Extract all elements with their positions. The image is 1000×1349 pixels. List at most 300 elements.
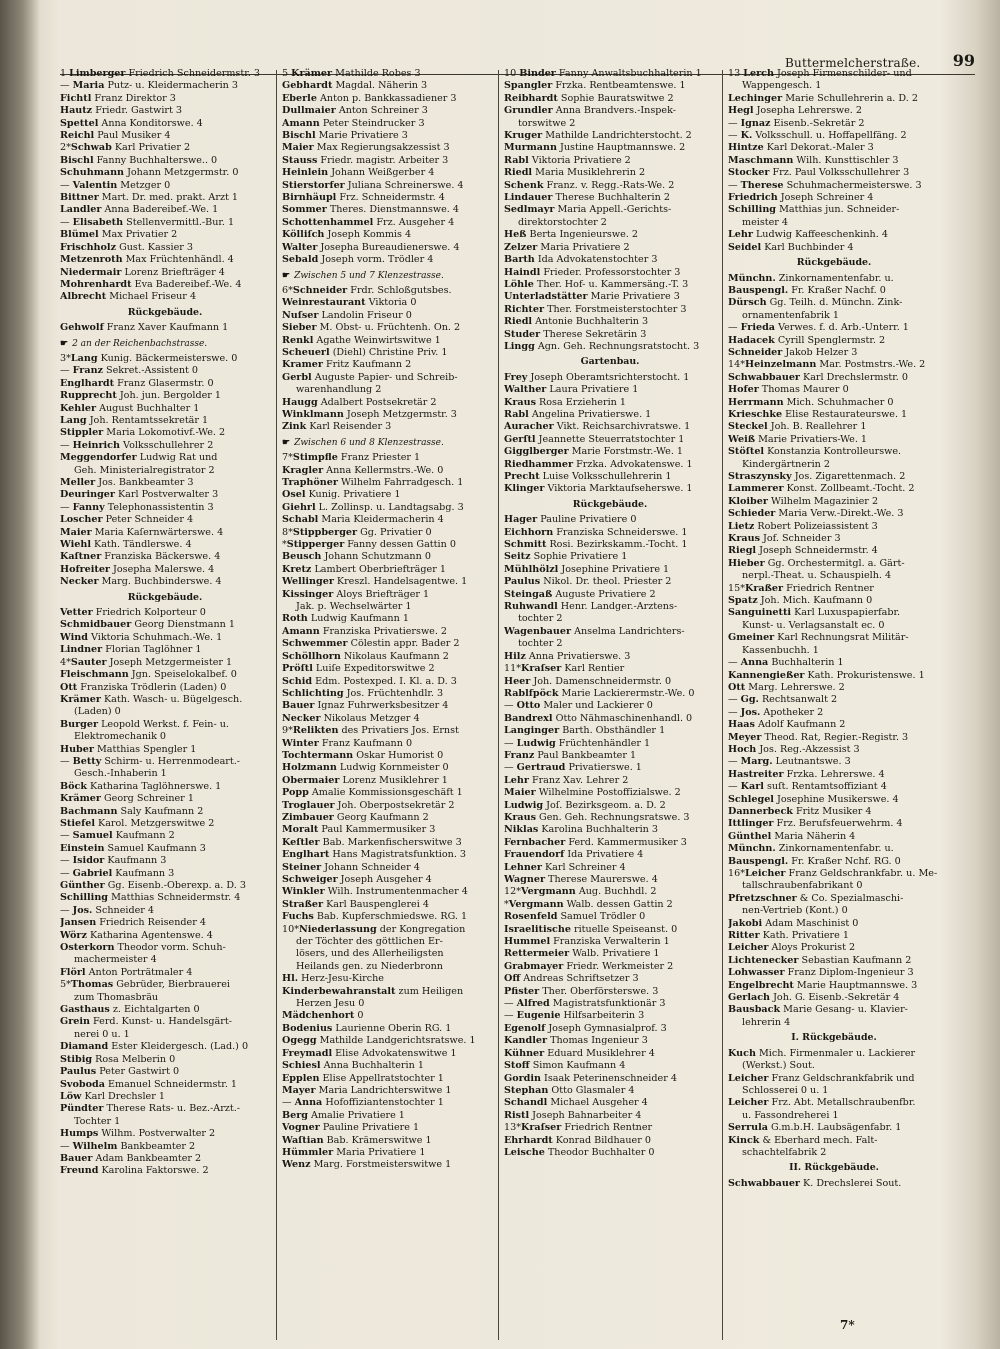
resident-entry: Hoch Jos. Reg.-Akzessist 3	[728, 743, 860, 755]
resident-entry: Schiesl Anna Buchhalterin 1	[282, 1060, 424, 1072]
resident-entry: Krämer Georg Schreiner 1	[60, 793, 194, 805]
resident-entry: Nuſser Landolin Friseur 0	[282, 309, 412, 321]
resident-entry: Maier Wilhelmine Postoffizialswe. 2	[504, 787, 681, 799]
resident-entry: Franz Paul Bankbeamter 1	[504, 749, 637, 761]
resident-entry: Tochtermann Oskar Humorist 0	[282, 749, 444, 761]
pointing-hand-icon: ☛	[282, 437, 291, 448]
resident-entry: Israelitische rituelle Speiseanst. 0	[504, 923, 678, 935]
resident-entry: — Gg. Rechtsanwalt 2	[728, 694, 838, 706]
resident-entry: Fichtl Franz Direktor 3	[60, 92, 176, 104]
resident-entry: 8*Stippberger Gg. Privatier 0	[282, 526, 432, 538]
resident-entry: Serrula G.m.b.H. Laubsägenfabr. 1	[728, 1122, 902, 1134]
book-spine	[0, 0, 40, 1349]
entry-continuation: Kindergärtnerin 2	[742, 458, 830, 470]
section-heading: I. Rückgebäude.	[791, 1032, 877, 1044]
resident-entry: Amann Peter Steindrucker 3	[282, 117, 425, 129]
pointing-hand-icon: ☛	[60, 338, 69, 349]
resident-entry: Lehr Franz Xav. Lehrer 2	[504, 774, 629, 786]
resident-entry: Freymadl Elise Advokatenswitwe 1	[282, 1047, 457, 1059]
resident-entry: Renkl Agathe Weinwirtswitwe 1	[282, 334, 441, 346]
resident-entry: — Jos. Schneider 4	[60, 904, 155, 916]
resident-entry: Pröſtl Luiſe Expeditorswitwe 2	[282, 663, 435, 675]
resident-entry: Bauer Ignaz Fuhrwerksbesitzer 4	[282, 700, 449, 712]
resident-entry: Vetter Friedrich Kolporteur 0	[60, 607, 206, 619]
resident-entry: Hadacek Cyrill Spenglermstr. 2	[728, 334, 886, 346]
column-2	[282, 68, 492, 1328]
resident-entry: Sommer Theres. Dienstmannswe. 4	[282, 204, 459, 216]
resident-entry: Frey Joseph Oberamtsrichterstocht. 1	[504, 371, 690, 383]
resident-entry: Hintze Karl Dekorat.-Maler 3	[728, 142, 874, 154]
section-heading: Rückgebäude.	[127, 306, 203, 318]
resident-entry: Riegl Joseph Schneidermstr. 4	[728, 545, 878, 557]
resident-entry: Eberle Anton p. Bankkassadiener 3	[282, 92, 457, 104]
resident-entry: Osel Kunig. Privatiere 1	[282, 489, 401, 501]
resident-entry: Dullmaier Anton Schreiner 3	[282, 105, 428, 117]
resident-entry: Walther Laura Privatiere 1	[504, 384, 639, 396]
resident-entry: — Marg. Leutnantswe. 3	[728, 756, 851, 768]
resident-entry: Friedrich Joseph Schreiner 4	[728, 192, 874, 204]
resident-entry: Stiefel Karol. Metzgerswitwe 2	[60, 817, 215, 829]
cross-reference-note: ☛ Zwischen 5 und 7 Klenzestrasse.	[282, 270, 444, 281]
resident-entry: Kuch Mich. Firmenmaler u. Lackierer	[728, 1047, 916, 1059]
resident-entry: Einstein Samuel Kaufmann 3	[60, 842, 206, 854]
resident-entry: Lichtenecker Sebastian Kaufmann 2	[728, 954, 912, 966]
resident-entry: 5 Krämer Mathilde Robes 3	[282, 68, 421, 79]
resident-entry: Seitz Sophie Privatiere 1	[504, 551, 628, 563]
resident-entry: Stoff Simon Kaufmann 4	[504, 1060, 626, 1072]
resident-entry: Leicher Franz Geldschrankfabrik und	[728, 1072, 915, 1084]
resident-entry: Straßer Karl Bauspenglerei 4	[282, 898, 429, 910]
resident-entry: Grein Ferd. Kunst- u. Handelsgärt-	[60, 1016, 232, 1028]
resident-entry: Ott Franziska Trödlerin (Laden) 0	[60, 681, 227, 693]
resident-entry: Langinger Barth. Obsthändler 1	[504, 725, 666, 737]
entry-continuation: u. Fassondreherei 1	[742, 1109, 839, 1121]
column-3	[504, 68, 716, 1328]
resident-entry: Haugg Adalbert Postsekretär 2	[282, 396, 437, 408]
resident-entry: — Isidor Kaufmann 3	[60, 855, 167, 867]
resident-entry: Deuringer Karl Postverwalter 3	[60, 489, 219, 501]
resident-entry: Gerſtl Jeannette Steuerratstochter 1	[504, 433, 685, 445]
column-divider	[276, 70, 277, 1340]
resident-entry: Paulus Nikol. Dr. theol. Priester 2	[504, 576, 672, 588]
entry-continuation: Wappengesch. 1	[742, 80, 822, 92]
resident-entry: Wiehl Kath. Tändlerswe. 4	[60, 539, 192, 551]
entry-continuation: der Töchter des göttlichen Er-	[296, 936, 443, 948]
resident-entry: 2*Schwab Karl Privatier 2	[60, 142, 191, 154]
resident-entry: Dannerbeck Fritz Musiker 4	[728, 805, 872, 817]
resident-entry: Sebald Joseph vorm. Trödler 4	[282, 254, 434, 266]
resident-entry: Meggendorfer Ludwig Rat und	[60, 452, 218, 464]
resident-entry: 7*Stimpfle Franz Priester 1	[282, 452, 421, 464]
resident-entry: — K. Volksschull. u. Hoffapellfäng. 2	[728, 130, 907, 142]
resident-entry: Leicher Aloys Prokurist 2	[728, 942, 856, 954]
street-title: Buttermelcherstraße.	[785, 56, 921, 70]
resident-entry: Heß Berta Ingenieurswe. 2	[504, 229, 638, 241]
resident-entry: Stöſtel Konstanzia Kontrolleurswe.	[728, 446, 902, 458]
resident-entry: Spangler Frzka. Rentbeamtenswe. 1	[504, 80, 686, 92]
resident-entry: Rosenfeld Samuel Trödler 0	[504, 911, 646, 923]
resident-entry: Günther Gg. Eisenb.-Oberexp. a. D. 3	[60, 880, 246, 891]
cross-reference-note: ☛ 2 an der Reichenbachstrasse.	[60, 338, 208, 349]
resident-entry: Haas Adolf Kaufmann 2	[728, 719, 846, 731]
resident-entry: Schwemmer Cölestin appr. Bader 2	[282, 638, 460, 650]
resident-entry: Meyer Theod. Rat, Regier.-Registr. 3	[728, 731, 909, 743]
resident-entry: Wagner Therese Maurerswe. 4	[504, 874, 658, 885]
resident-entry: — Otto Maler und Lackierer 0	[504, 700, 653, 712]
resident-entry: Steiner Johann Schneider 4	[282, 861, 420, 873]
resident-entry: — Alfred Magistratsfunktionär 3	[504, 998, 666, 1010]
resident-entry: 10*Niederlassung der Kongregation	[282, 923, 466, 935]
entry-continuation: Heilands gen. zu Niederbronn	[296, 960, 443, 972]
resident-entry: Unterladstätter Marie Privatiere 3	[504, 291, 680, 303]
resident-entry: Schuhmann Johann Metzgermstr. 0	[60, 167, 239, 179]
resident-entry: 1 Limberger Friedrich Schneidermstr. 3	[60, 68, 260, 79]
page-number: 99	[952, 51, 975, 70]
resident-entry: Rablfpöck Marie Lackierermstr.-We. 0	[504, 687, 695, 699]
resident-entry: Metzenroth Max Früchtenhändl. 4	[60, 254, 234, 266]
resident-entry: Stippler Maria Lokomotivf.-We. 2	[60, 427, 226, 439]
resident-entry: Obermaier Lorenz Musiklehrer 1	[282, 774, 448, 786]
resident-entry: Schilling Matthias Schneidermstr. 4	[60, 892, 241, 904]
resident-entry: Winklmann Joseph Metzgermstr. 3	[282, 408, 457, 420]
resident-entry: Straszynsky Jos. Zigarettenmach. 2	[728, 471, 906, 482]
entry-continuation: Kassenbuchh. 1	[742, 644, 819, 656]
resident-entry: Giehrl L. Zollinsp. u. Landtagsabg. 3	[282, 501, 464, 513]
resident-entry: Beusch Johann Schutzmann 0	[282, 551, 431, 563]
resident-entry: Ehrhardt Konrad Bildhauer 0	[504, 1134, 651, 1146]
resident-entry: Schid Edm. Postexped. I. Kl. a. D. 3	[282, 675, 457, 687]
entry-continuation: schachtelfabrik 2	[742, 1146, 827, 1158]
resident-entry: Schmitt Rosi. Bezirkskamm.-Tocht. 1	[504, 539, 688, 551]
resident-entry: Berg Amalie Privatiere 1	[282, 1109, 405, 1121]
resident-entry: — Therese Schuhmachermeisterswe. 3	[728, 179, 922, 191]
resident-entry: Blümel Max Privatier 2	[60, 229, 178, 241]
resident-entry: Amann Franziska Privatierswe. 2	[282, 625, 448, 637]
resident-entry: Lehner Karl Schreiner 4	[504, 861, 626, 873]
resident-entry: 16*Leicher Franz Geldschrankfabr. u. Me-	[728, 868, 938, 879]
entry-continuation: lösers, und des Allerheiligsten	[296, 948, 444, 960]
resident-entry: Heinlein Johann Weißgerber 4	[282, 167, 435, 179]
resident-entry: Frischholz Gust. Kassier 3	[60, 241, 194, 253]
resident-entry: Pfretzschner & Co. Spezialmaschi-	[728, 892, 904, 904]
entry-continuation: machermeister 4	[74, 954, 157, 966]
resident-entry: Lechinger Marie Schullehrerin a. D. 2	[728, 92, 918, 104]
resident-entry: Hummel Franziska Verwalterin 1	[504, 936, 670, 948]
resident-entry: Schwabbauer K. Drechslerei Sout.	[728, 1177, 902, 1189]
resident-entry: — Samuel Kaufmann 2	[60, 830, 175, 842]
resident-entry: Bauspengl. Fr. Kraßer Nachf. 0	[728, 284, 886, 296]
resident-entry: Zink Karl Reisender 3	[282, 421, 392, 433]
resident-entry: Bandrexl Otto Nähmaschinenhandl. 0	[504, 712, 693, 724]
resident-entry: 3*Lang Kunig. Bäckermeisterswe. 0	[60, 352, 238, 364]
resident-entry: Schöllhorn Nikolaus Kaufmann 2	[282, 650, 449, 662]
resident-entry: — Eugenie Hilfsarbeiterin 3	[504, 1010, 645, 1022]
resident-entry: Studer Therese Sekretärin 3	[504, 328, 647, 340]
resident-entry: Kissinger Aloys Briefträger 1	[282, 588, 430, 600]
resident-entry: Epplen Elise Appellratstochter 1	[282, 1072, 444, 1084]
resident-entry: Ogegg Mathilde Landgerichtsratswe. 1	[282, 1035, 476, 1047]
resident-entry: Bachmann Saly Kaufmann 2	[60, 805, 204, 817]
resident-entry: Paulus Peter Gastwirt 0	[60, 1066, 180, 1078]
resident-entry: Maier Max Regierungsakzessist 3	[282, 142, 450, 154]
resident-entry: Vogner Pauline Privatiere 1	[282, 1122, 420, 1134]
resident-entry: Heer Joh. Damenschneidermstr. 0	[504, 675, 672, 687]
resident-entry: Bauspengl. Fr. Kraßer Nchf. RG. 0	[728, 855, 901, 867]
entry-continuation: zum Thomasbräu	[74, 991, 159, 1003]
resident-entry: Bauer Adam Bankbeamter 2	[60, 1152, 202, 1164]
resident-entry: Wagenbauer Anselma Landrichters-	[504, 625, 685, 637]
resident-entry: Kölliſch Joseph Kommis 4	[282, 229, 412, 241]
resident-entry: Burger Leopold Werkst. f. Fein- u.	[60, 718, 229, 730]
resident-entry: Kaſtner Franziska Bäckerswe. 4	[60, 551, 221, 563]
resident-entry: Hofer Thomas Maurer 0	[728, 384, 849, 396]
resident-entry: Schieder Maria Verw.-Direkt.-We. 3	[728, 508, 904, 520]
resident-entry: 10 Binder Fanny Anwaltsbuchhalterin 1	[504, 68, 702, 79]
resident-entry: Böck Katharina Taglöhnerswe. 1	[60, 780, 222, 792]
resident-entry: Rupprecht Joh. jun. Bergolder 1	[60, 390, 222, 402]
resident-entry: Englhardt Franz Glasermstr. 0	[60, 377, 214, 389]
entry-continuation: lehrerin 4	[742, 1016, 791, 1028]
resident-entry: Flörl Anton Porträtmaler 4	[60, 966, 193, 978]
resident-entry: 4*Sauter Joseph Metzgermeister 1	[60, 656, 233, 668]
resident-entry: Bischl Fanny Buchhalterswe.. 0	[60, 154, 218, 166]
resident-entry: Ittlinger Frz. Berufsfeuerwehrm. 4	[728, 818, 903, 830]
resident-entry: Fuchs Bab. Kupferschmiedswe. RG. 1	[282, 911, 468, 923]
resident-entry: — Karl suſt. Rentamtsoffiziant 4	[728, 781, 887, 793]
resident-entry: Hieber Gg. Orchestermitgl. a. Gärt-	[728, 557, 905, 569]
resident-entry: Fernbacher Ferd. Kammermusiker 3	[504, 836, 687, 848]
resident-entry: Pfister Ther. Oberförsterswe. 3	[504, 985, 659, 997]
resident-entry: Hautz Friedr. Gastwirt 3	[60, 105, 182, 117]
resident-entry: Eichhorn Franziska Schneiderswe. 1	[504, 526, 688, 538]
resident-entry: Roth Ludwig Kaufmann 1	[282, 613, 409, 625]
resident-entry: Maschmann Wilh. Kunsttischler 3	[728, 154, 899, 166]
resident-entry: Leicher Frz. Abt. Metallschraubenfbr.	[728, 1097, 916, 1109]
resident-entry: 9*Relikten des Privatiers Jos. Ernst	[282, 725, 459, 737]
resident-entry: Engelbrecht Marie Hauptmannswe. 3	[728, 979, 918, 991]
resident-entry: Weiß Marie Privatiers-We. 1	[728, 433, 868, 445]
resident-entry: Waſtian Bab. Krämerswitwe 1	[282, 1134, 432, 1146]
resident-entry: 6*Schneider Frdr. Schloßgutsbes.	[282, 284, 452, 296]
resident-entry: Schwabbauer Karl Drechslermstr. 0	[728, 371, 909, 383]
resident-entry: Hofreiter Josepha Malerswe. 4	[60, 563, 215, 575]
resident-entry: Riedl Maria Musiklehrerin 2	[504, 167, 646, 179]
resident-entry: Niedermair Lorenz Briefträger 4	[60, 266, 225, 278]
resident-entry: Popp Amalie Kommissionsgeschäft 1	[282, 787, 463, 799]
resident-entry: Holzmann Ludwig Kornmeister 0	[282, 762, 449, 774]
entry-continuation: Schlosserei 0 u. 1	[742, 1084, 829, 1096]
resident-entry: Reichl Paul Musiker 4	[60, 130, 171, 142]
resident-entry: — Anna Buchhalterin 1	[728, 657, 844, 669]
resident-entry: Lindner Florian Taglöhner 1	[60, 644, 202, 656]
resident-entry: Off Andreas Schriftsetzer 3	[504, 973, 639, 985]
resident-entry: Egenolf Joseph Gymnasialprof. 3	[504, 1022, 667, 1034]
resident-entry: Kraus Jof. Schneider 3	[728, 533, 841, 545]
resident-entry: *Stipperger Fanny dessen Gattin 0	[282, 539, 456, 551]
resident-entry: Riedhammer Frzka. Advokatenswe. 1	[504, 458, 693, 470]
resident-entry: 5*Thomas Gebrüder, Bierbrauerei	[60, 979, 230, 991]
resident-entry: 13 Lerch Joseph Firmenschilder- und	[728, 68, 912, 79]
resident-entry: Necker Nikolaus Metzger 4	[282, 712, 420, 724]
resident-entry: Keſtler Bab. Markenfischerswitwe 3	[282, 836, 462, 848]
resident-entry: Scheuerl (Diehl) Christine Priv. 1	[282, 346, 448, 358]
resident-entry: — Franz Sekret.-Assistent 0	[60, 365, 199, 377]
resident-entry: Frauendorf Ida Privatiere 4	[504, 849, 644, 861]
resident-entry: Kraus Gen. Geh. Rechnungsratswe. 3	[504, 811, 690, 823]
resident-entry: Albrecht Michael Friseur 4	[60, 291, 197, 303]
resident-entry: Lehr Ludwig Kaffeeschenkinh. 4	[728, 229, 888, 241]
section-heading: Rückgebäude.	[796, 257, 872, 269]
entry-continuation: tochter 2	[518, 613, 563, 625]
resident-entry: Bittner Mart. Dr. med. prakt. Arzt 1	[60, 192, 239, 204]
resident-entry: Loscher Peter Schneider 4	[60, 514, 194, 526]
resident-entry: Ludwig Joſ. Bezirksgeom. a. D. 2	[504, 799, 666, 811]
resident-entry: Schweiger Joseph Ausgeher 4	[282, 874, 432, 885]
entry-continuation: Kunst- u. Verlagsanstalt ec. 0	[742, 619, 885, 631]
section-heading: Rückgebäude.	[127, 591, 203, 603]
resident-entry: Mayer Maria Landrichterswitwe 1	[282, 1084, 452, 1096]
resident-entry: Troglauer Joh. Oberpostsekretär 2	[282, 799, 455, 811]
entry-continuation: Jak. p. Wechselwärter 1	[296, 601, 412, 613]
resident-entry: Grundler Anna Brandvers.-Inspek-	[504, 105, 676, 117]
resident-entry: — Gertraud Privatierswe. 1	[504, 762, 642, 774]
cross-reference-note: ☛ Zwischen 6 und 8 Klenzestrasse.	[282, 437, 444, 448]
resident-entry: Maier Maria Kaſernwärterswe. 4	[60, 526, 224, 538]
resident-entry: Ristl Joseph Bahnarbeiter 4	[504, 1109, 642, 1121]
resident-entry: Krämer Kath. Wasch- u. Bügelgesch.	[60, 693, 243, 705]
resident-entry: Pündter Therese Rats- u. Bez.-Arzt.-	[60, 1103, 240, 1115]
resident-entry: Stocker Frz. Paul Volksschullehrer 3	[728, 167, 910, 179]
pointing-hand-icon: ☛	[282, 270, 291, 281]
resident-entry: Schabl Maria Kleidermacherin 4	[282, 514, 444, 526]
resident-entry: Barth Ida Advokatenstochter 3	[504, 254, 658, 266]
resident-entry: Rabl Viktoria Privatiere 2	[504, 154, 631, 166]
resident-entry: Schmidbauer Georg Dienstmann 1	[60, 619, 235, 631]
column-1	[60, 68, 270, 1328]
entry-continuation: nen-Vertrieb (Kont.) 0	[742, 905, 848, 917]
resident-entry: Gerbl Auguste Papier- und Schreib-	[282, 371, 458, 383]
resident-entry: Leische Theodor Buchhalter 0	[504, 1146, 655, 1158]
resident-entry: 11*Kraſser Karl Rentier	[504, 663, 625, 675]
resident-entry: Münchn. Zinkornamentenfabr. u.	[728, 272, 894, 284]
entry-continuation: nerei 0 u. 1	[74, 1028, 130, 1040]
resident-entry: Landler Anna Badereibef.-We. 1	[60, 204, 219, 216]
resident-entry: Krieschke Elise Restaurateurswe. 1	[728, 408, 908, 420]
resident-entry: Kloiber Wilhelm Magazinier 2	[728, 495, 879, 507]
resident-entry: — Gabriel Kaufmann 3	[60, 867, 175, 879]
resident-entry: Gasthaus z. Eichtalgarten 0	[60, 1004, 200, 1016]
entry-continuation: Herzen Jesu 0	[296, 998, 365, 1010]
resident-entry: Spatz Joh. Mich. Kaufmann 0	[728, 595, 873, 607]
column-divider	[498, 70, 499, 1340]
resident-entry: Lindauer Therese Buchhalterin 2	[504, 192, 670, 204]
resident-entry: 13*Kraſser Friedrich Rentner	[504, 1122, 653, 1134]
resident-entry: Winter Franz Kaufmann 0	[282, 737, 413, 749]
resident-entry: — Ignaz Eisenb.-Sekretär 2	[728, 117, 865, 129]
entry-continuation: direktorstochter 2	[518, 216, 607, 228]
entry-continuation: tallschraubenfabrikant 0	[742, 880, 863, 892]
resident-entry: Auracher Vikt. Reichsarchivratswe. 1	[504, 421, 691, 433]
resident-entry: Moralt Paul Kammermusiker 3	[282, 824, 436, 836]
resident-entry: Stierstorfer Juliana Schreinerswe. 4	[282, 179, 464, 191]
resident-entry: Kandler Thomas Ingenieur 3	[504, 1035, 648, 1047]
resident-entry: Weinrestaurant Viktoria 0	[282, 297, 417, 309]
resident-entry: Reibhardt Sophie Bauratswitwe 2	[504, 92, 674, 104]
resident-entry: Hl. Herz-Jesu-Kirche	[282, 973, 384, 985]
resident-entry: Gmeiner Karl Rechnungsrat Militär-	[728, 632, 909, 644]
resident-entry: Haindl Frieder. Professorstochter 3	[504, 266, 681, 278]
resident-entry: Schandl Michael Ausgeher 4	[504, 1097, 648, 1109]
resident-entry: Hilz Anna Privatierswe. 3	[504, 650, 631, 662]
printer-signature: 7*	[840, 1318, 855, 1332]
resident-entry: Hager Pauline Privatiere 0	[504, 514, 637, 526]
entry-continuation: (Laden) 0	[74, 706, 121, 718]
resident-entry: Zelzer Maria Privatiere 2	[504, 241, 630, 253]
resident-entry: Lohwasser Franz Diplom-Ingenieur 3	[728, 967, 914, 979]
resident-entry: Bausback Marie Gesang- u. Klavier-	[728, 1004, 908, 1016]
resident-entry: Huber Matthias Spengler 1	[60, 743, 197, 755]
resident-entry: Wenz Marg. Forstmeisterswitwe 1	[282, 1159, 452, 1171]
entry-continuation: meister 4	[742, 216, 789, 228]
resident-entry: Dürsch Gg. Teilh. d. Münchn. Zink-	[728, 297, 903, 309]
resident-entry: Löhle Ther. Hof- u. Kammersäng.-T. 3	[504, 278, 689, 290]
resident-entry: — Heinrich Volksschullehrer 2	[60, 439, 214, 451]
entry-continuation: tochter 2	[518, 638, 563, 650]
resident-entry: Humps Wilhm. Postverwalter 2	[60, 1128, 216, 1140]
entry-continuation: Tochter 1	[74, 1115, 121, 1127]
resident-entry: Kruger Mathilde Landrichterstocht. 2	[504, 130, 692, 142]
resident-entry: Necker Marg. Buchbinderswe. 4	[60, 576, 222, 588]
resident-entry: Mohrenhardt Eva Badereibef.-We. 4	[60, 278, 242, 290]
entry-continuation: warenhandlung 2	[296, 384, 382, 396]
resident-entry: Gebhardt Magdal. Näherin 3	[282, 80, 428, 92]
resident-entry: Klinger Viktoria Marktaufseherswe. 1	[504, 483, 693, 495]
resident-entry: Diamand Ester Kleidergesch. (Lad.) 0	[60, 1041, 249, 1053]
entry-continuation: nerpl.-Theat. u. Schauspielh. 4	[742, 570, 892, 582]
section-heading: Gartenbau.	[580, 356, 640, 368]
resident-entry: Osterkorn Theodor vorm. Schuh-	[60, 942, 226, 954]
resident-entry: Jansen Friedrich Reisender 4	[60, 917, 206, 929]
resident-entry: Gehwolf Franz Xaver Kaufmann 1	[60, 322, 229, 334]
resident-entry: Niklas Karolina Buchhalterin 3	[504, 824, 658, 836]
resident-entry: Sieber M. Obst- u. Früchtenh. On. 2	[282, 322, 461, 334]
resident-entry: Münchn. Zinkornamentenfabr. u.	[728, 843, 894, 855]
resident-entry: — Maria Putz- u. Kleidermacherin 3	[60, 80, 239, 92]
resident-entry: Schlichting Jos. Früchtenhdlr. 3	[282, 687, 444, 699]
resident-entry: Sanguinetti Karl Luxuspapierfabr.	[728, 607, 901, 619]
resident-entry: — Anna Hofoffiziantenstochter 1	[282, 1097, 444, 1109]
resident-entry: Schlegel Josephine Musikerswe. 4	[728, 793, 899, 805]
resident-entry: Richter Ther. Forstmeisterstochter 3	[504, 303, 687, 315]
resident-entry: Lammerer Konst. Zollbeamt.-Tocht. 2	[728, 483, 915, 495]
column-4	[728, 68, 940, 1328]
resident-entry: Wellinger Kreszl. Handelsagentwe. 1	[282, 576, 468, 588]
resident-entry: Lietz Robert Polizeiassistent 3	[728, 520, 878, 532]
resident-entry: 12*Vergmann Aug. Buchhdl. 2	[504, 886, 657, 898]
resident-entry: Fleischmann Jgn. Speiselokalbef. 0	[60, 669, 237, 681]
resident-entry: Mädchenhort 0	[282, 1010, 364, 1022]
resident-entry: Murmann Justine Hauptmannswe. 2	[504, 142, 686, 154]
resident-entry: Jakobi Adam Maschinist 0	[728, 917, 859, 929]
resident-entry: — Jos. Apotheker 2	[728, 706, 824, 718]
resident-entry: Steckel Joh. B. Reallehrer 1	[728, 421, 867, 433]
resident-entry: Steingaß Auguste Privatiere 2	[504, 588, 656, 600]
entry-continuation: ornamentenfabrik 1	[742, 309, 839, 321]
resident-entry: Ritter Kath. Privatiere 1	[728, 930, 849, 942]
resident-entry: Bodenius Laurienne Oberin RG. 1	[282, 1022, 452, 1034]
resident-entry: Sedlmayr Maria Appell.-Gerichts-	[504, 204, 672, 216]
resident-entry: Meller Jos. Bankbeamter 3	[60, 477, 194, 488]
